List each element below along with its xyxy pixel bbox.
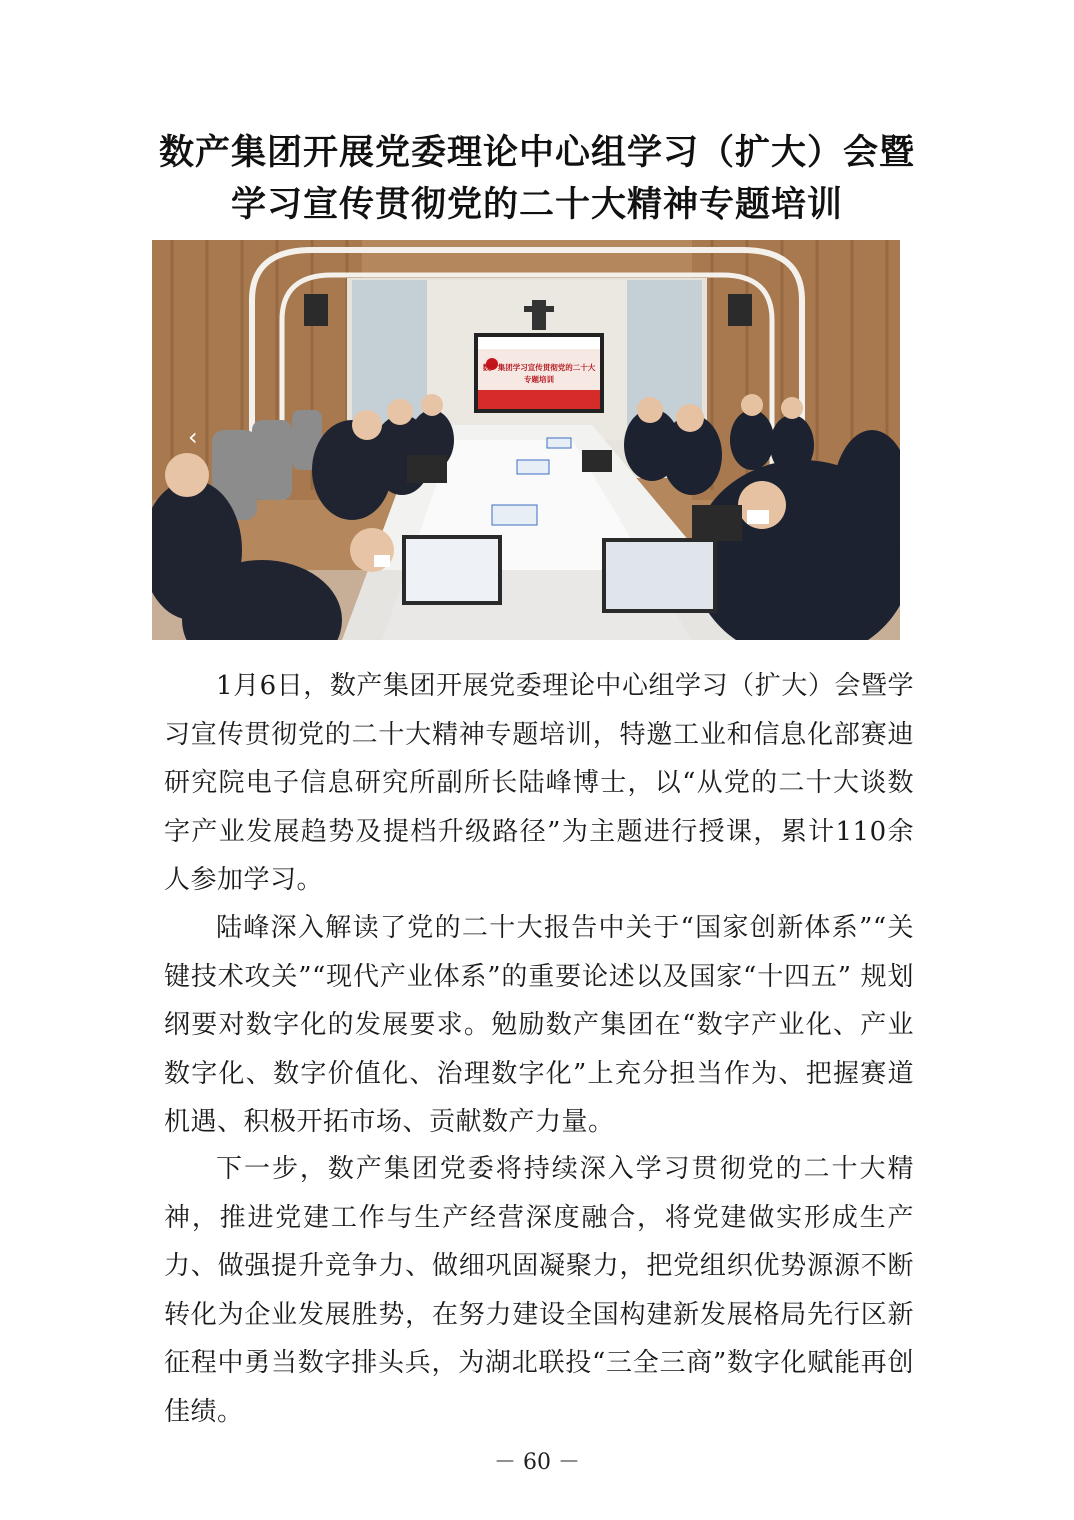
screen-text-line-2: 专题培训 <box>524 375 554 384</box>
paragraph-3-text: 下一步，数产集团党委将持续深入学习贯彻党的二十大精神，推进党建工作与生产经营深度融合，将党建做实形成生产力、做强提升竞争力、做细巩固凝聚力，把党组织优势源源不断转化为企业发展胜势，在努力建设全国构建新发展格局先行区新征程中勇当数字排头兵，为湖北联投“三全三商”数字化赋能再创佳绩。 <box>164 1154 914 1427</box>
meeting-photo <box>152 240 900 640</box>
page-title-line-1: 数产集团开展党委理论中心组学习（扩大）会暨 <box>158 133 915 173</box>
screen-text-line-1: 数产集团学习宣传贯彻党的二十大 <box>482 363 596 372</box>
paragraph-1-text: 1月6日，数产集团开展党委理论中心组学习（扩大）会暨学习宣传贯彻党的二十大精神专题培训，特邀工业和信息化部赛迪研究院电子信息研究所副所长陆峰博士，以“从党的二十大谈数字产业发展趋势及提档升级路径”为主题进行授课，累计110余人参加学习。 <box>164 671 914 896</box>
paragraph-1 <box>164 662 914 905</box>
svg-text:‹: ‹ <box>188 423 198 451</box>
paragraph-2-text: 陆峰深入解读了党的二十大报告中关于“国家创新体系”“关键技术攻关”“现代产业体系”的重要论述以及国家“十四五” 规划纲要对数字化的发展要求。勉励数产集团在“数字产业化、产业数字化、数字价值化、治理数字化”上充分担当作为、把握赛道机遇、积极开拓市场、贡献数产力量。 <box>164 913 914 1138</box>
page-title-line-2: 学习宣传贯彻党的二十大精神专题培训 <box>230 185 843 225</box>
paragraph-2 <box>164 904 914 1147</box>
paragraph-3 <box>164 1145 914 1437</box>
page-number: － 60 － <box>494 1450 580 1475</box>
